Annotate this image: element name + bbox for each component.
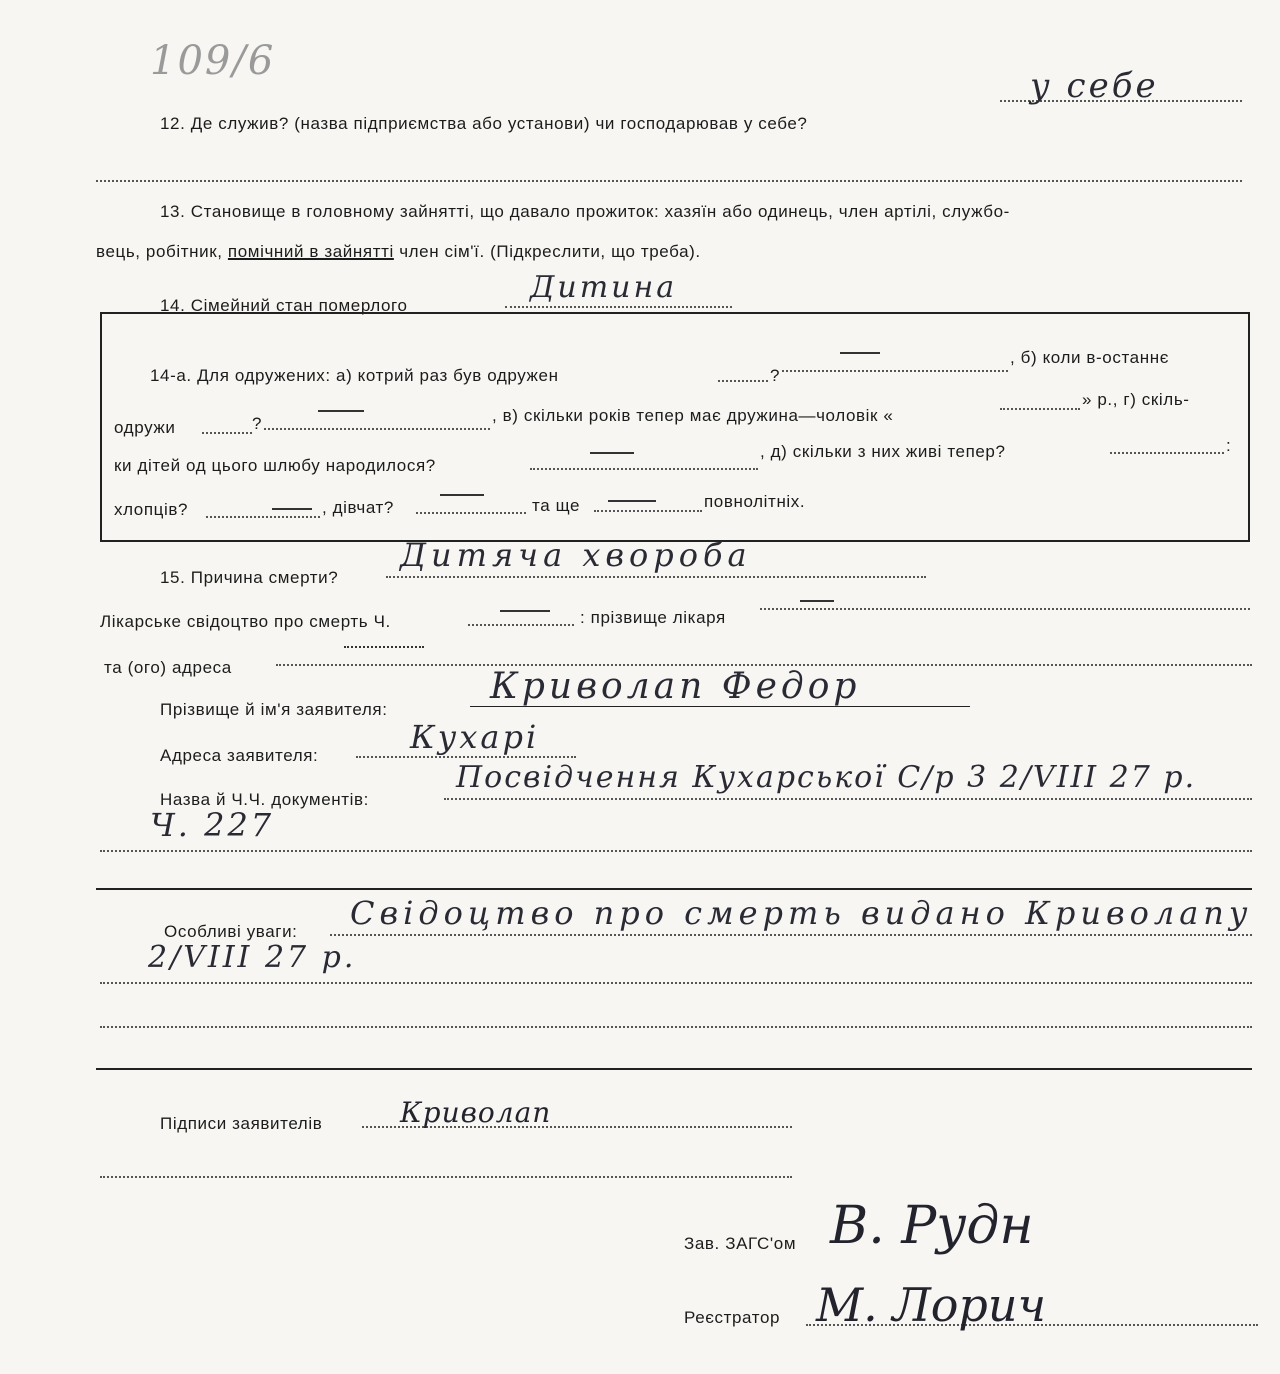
q14a-line3-start: ки дітей од цього шлюбу народилося? bbox=[114, 456, 436, 475]
q14a-line1-text: 14-а. Для одружених: а) котрий раз був одружен bbox=[150, 366, 559, 385]
applicant-name-value: Криволап Федор bbox=[490, 666, 861, 707]
q12-answer: у себе bbox=[1030, 66, 1159, 106]
q13-option-text: вець, робітник, bbox=[96, 242, 223, 261]
applicant-signature: Криволап bbox=[400, 1096, 552, 1129]
documents-value-number: Ч. 227 bbox=[150, 806, 275, 844]
doctor-address-label: та (ого) адреса bbox=[104, 658, 232, 677]
medical-dash-1 bbox=[500, 610, 550, 612]
q14a-line3-colon: : bbox=[1226, 436, 1232, 455]
applicants-signature-line-2 bbox=[100, 1176, 792, 1178]
notes-line-3 bbox=[100, 1026, 1252, 1028]
q15-answer: Дитяча хвороба bbox=[400, 536, 752, 574]
notes-label: Особливі уваги: bbox=[164, 922, 298, 941]
medical-certificate-label: Лікарське свідоцтво про смерть Ч. bbox=[100, 612, 391, 631]
q14a-children-born-field bbox=[530, 468, 758, 470]
applicant-address-label: Адреса заявителя: bbox=[160, 746, 319, 765]
separator-line-2 bbox=[96, 1068, 1252, 1070]
documents-line bbox=[444, 798, 1252, 800]
q14a-dash-4 bbox=[272, 508, 312, 510]
doctor-surname-label: : прізвище лікаря bbox=[580, 608, 726, 627]
q14-answer: Дитина bbox=[530, 270, 678, 305]
q14a-adults-field bbox=[594, 510, 702, 512]
q14a-line2-mid: , в) скільки років тепер має дружина—чоловік « bbox=[492, 406, 894, 425]
zags-head-label: Зав. ЗАГС'ом bbox=[684, 1234, 797, 1253]
q15-label: 15. Причина смерти? bbox=[160, 568, 339, 587]
q14a-spouse-age-field bbox=[1000, 408, 1080, 410]
medical-dash-3 bbox=[344, 646, 424, 648]
q14a-dash-6 bbox=[608, 500, 656, 502]
notes-value-date: 2/VIII 27 р. bbox=[148, 940, 357, 975]
q14a-line2-q: ? bbox=[252, 414, 263, 433]
applicant-address-value: Кухарі bbox=[410, 718, 540, 756]
q14a-line2-start: одружи bbox=[114, 418, 176, 437]
registrar-signature: М. Лорич bbox=[816, 1278, 1047, 1332]
q14a-dash-3 bbox=[590, 452, 634, 454]
notes-value: Свідоцтво про смерть видано Криволапу bbox=[350, 894, 1253, 932]
medical-dash-2 bbox=[800, 600, 834, 602]
documents-value: Посвідчення Кухарської С/р 3 2/VIII 27 р. bbox=[456, 760, 1197, 795]
applicant-address-line bbox=[356, 756, 576, 758]
separator-line-1 bbox=[96, 888, 1252, 890]
q12-answer-line-2 bbox=[96, 180, 1242, 182]
q14a-dash-5 bbox=[440, 494, 484, 496]
q14a-line1 bbox=[150, 366, 559, 386]
applicant-name-label: Прізвище й ім'я заявителя: bbox=[160, 700, 388, 719]
notes-line-1 bbox=[330, 934, 1252, 936]
q14a-line4-more: та ще bbox=[532, 496, 581, 515]
q14a-last-married-field-2 bbox=[264, 428, 490, 430]
q15-answer-line bbox=[386, 576, 926, 578]
q14a-boys-field bbox=[206, 516, 320, 518]
q14a-children-alive-field bbox=[1110, 452, 1224, 454]
q14a-girls-field bbox=[416, 512, 526, 514]
q14a-dash-2 bbox=[318, 410, 364, 412]
q14-answer-line bbox=[505, 306, 732, 308]
q13-line2-end: член сім'ї. (Підкреслити, що треба). bbox=[399, 242, 701, 261]
q14a-line4-start: хлопців? bbox=[114, 500, 189, 519]
q14a-times-married-field-2 bbox=[782, 370, 1008, 372]
zags-head-signature: В. Рудн bbox=[830, 1196, 1034, 1256]
notes-line-2 bbox=[100, 982, 1252, 984]
q14a-line1-q: ? bbox=[770, 366, 781, 385]
q14-label: 14. Сімейний стан померлого bbox=[160, 296, 408, 315]
applicants-signatures-label: Підписи заявителів bbox=[160, 1114, 323, 1133]
registrar-label: Реєстратор bbox=[684, 1308, 781, 1327]
archive-number: 109/6 bbox=[150, 38, 276, 84]
q14a-times-married-field bbox=[718, 380, 768, 382]
q13-underlined-option: помічний в зайнятті bbox=[227, 242, 394, 261]
q12-label: 12. Де служив? (назва підприємства або установи) чи господарював у себе? bbox=[160, 114, 808, 133]
documents-label: Назва й Ч.Ч. документів: bbox=[160, 790, 369, 809]
documents-line-2 bbox=[100, 850, 1252, 852]
q14a-line4-end: повнолітніх. bbox=[704, 492, 806, 511]
q14a-line2-end: » р., г) скіль- bbox=[1082, 390, 1190, 409]
q14a-line1-end: , б) коли в-останнє bbox=[1010, 348, 1169, 367]
doctor-surname-field bbox=[760, 608, 1250, 610]
q13-line2 bbox=[96, 242, 701, 262]
q13-line1: 13. Становище в головному зайнятті, що давало прожиток: хазяїн або одинець, член артілі, службо- bbox=[160, 202, 1010, 221]
q14a-dash-1 bbox=[840, 352, 880, 354]
medical-certificate-number-field bbox=[468, 624, 574, 626]
q14a-line3-mid: , д) скільки з них живі тепер? bbox=[760, 442, 1006, 461]
q14a-last-married-field bbox=[202, 432, 252, 434]
q14a-line4-girls: , дівчат? bbox=[322, 498, 394, 517]
